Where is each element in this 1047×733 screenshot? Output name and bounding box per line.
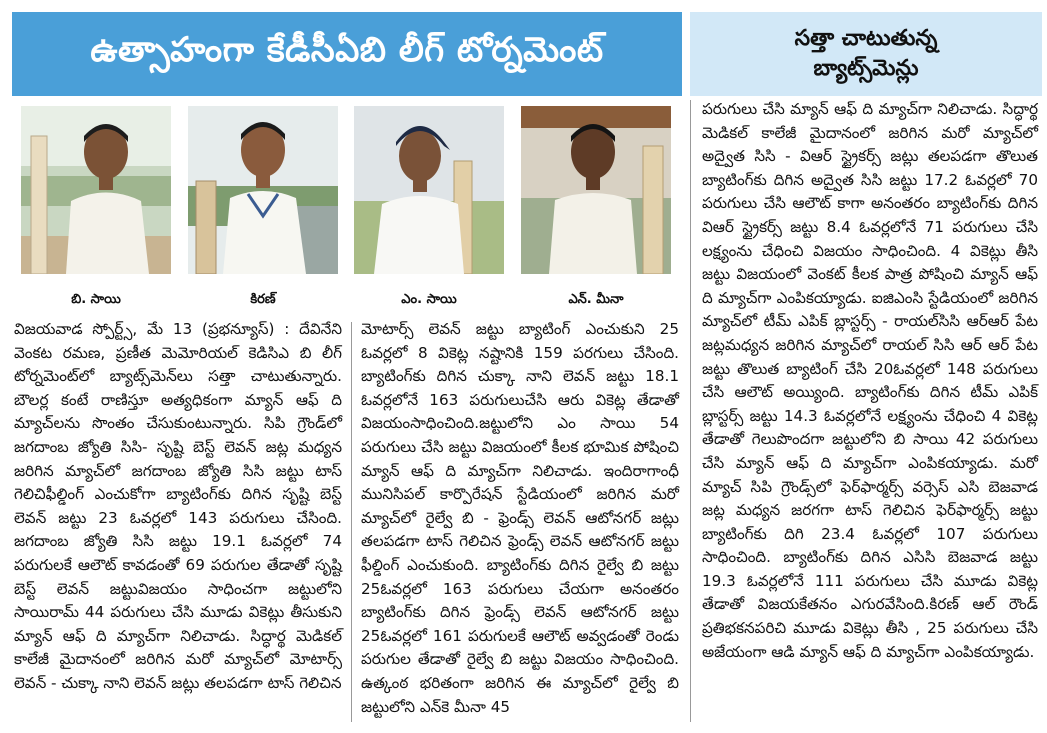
caption-m-sai: ఎం. సాయి <box>401 292 457 307</box>
headline: ఉత్సాహంగా కేడీసీఏబి లీగ్ టోర్నమెంట్ <box>90 30 604 70</box>
player-photo-m-sai <box>354 106 504 274</box>
caption-kiran: కిరణ్ <box>250 292 276 307</box>
article-column-3: పరుగులు చేసి మ్యాన్ ఆఫ్ ది మ్యాచ్‌గా నిలిచాడు. సిద్ధార్థ మెడికల్ కాలేజీ మైదానంలో జరిగిన మరో మ్యాచ్‌లో అద్వైత సిసి - విఆర్ స్ట్రైకర్స్ జట్లు తలపడగా తొలుత బ్యాటింగ్‌కు దిగిన అద్వైత సిసి జట్టు 17.2 ఓవర్లలో 70 పరుగులు చేసి ఆలౌట్ కాగా అనంతరం బ్యాటింగ్‌కు దిగిన విఆర్ స్ట్రైకర్స్ జట్టు 8.4 ఓవర్లలోనే 71 పరుగులు చేసి లక్ష్యంను చేధించి విజయం సాధించింది. 4 వికెట్లు తీసి జట్టు విజయంలో వెంకట్ కీలక పాత్ర పోషించి మ్యాన్ ఆఫ్ ది మ్యాచ్‌గా ఎంపికయ్యాడు. ఐజిఎంసి స్టేడియంలో జరిగిన మ్యాచ్‌లో టీమ్ ఎపిక్ బ్లాస్టర్స్ - రాయల్‌సిసి ఆర్‌ఆర్ పేట జట్లమధ్యన జరిగిన మ్యాచ్‌లో రాయల్ సిసి ఆర్ ఆర్ పేట జట్టు తొలుత బ్యాటింగ్ చేసి 20ఓవర్లలో 148 పరుగులు చేసి ఆలౌట్ అయ్యింది. బ్యాటింగ్‌కు దిగిన టీమ్ ఎపిక్ బ్లాస్టర్స్ జట్టు 14.3 ఓవర్లలోనే లక్ష్యంను చేధించి 4 వికెట్ల తేడాతో గెలుపొందగా జట్టులోని బి సాయి 42 పరుగులు చేసి మ్యాన్ ఆఫ్ ది మ్యాచ్‌గా ఎంపికయ్యాడు. మరో మ్యాచ్ సిపి గ్రౌండ్స్‌లో ఫెర్‌ఫార్మర్స్ వర్సెస్ ఎసి బెజవాడ జట్ల మధ్యన జరగగా టాస్ గెలిచిన ఫెర్‌ఫార్మర్స్ జట్టు బ్యాటింగ్‌కు దిగి 23.4 ఓవర్లలో 107 పరుగులు సాధించింది. బ్యాటింగ్‌కు దిగిన ఎసిసి బెజవాడ జట్టు 19.3 ఓవర్లలోనే 111 పరుగులు చేసి మూడు వికెట్ల తేడాతో విజయకేతనం ఎగురవేసింది.కిరణ్ ఆల్ రౌండ్ ప్రతిభకనపరిచి మూడు వికెట్లు తీసి , 25 పరుగులు చేసి అజేయంగా ఆడి మ్యాన్ ఆఫ్ ది మ్యాచ్‌గా ఎంపికయ్యాడు. <box>702 100 1038 661</box>
sidebar-heading-line2: బ్యాట్స్‌మెన్లు <box>813 56 919 81</box>
sidebar-heading-box <box>690 12 1042 96</box>
headline-banner <box>12 12 682 96</box>
caption-n-meena: ఎన్. మీనా <box>568 292 624 307</box>
player-photo-b-sai <box>21 106 171 274</box>
player-photo-kiran <box>188 106 338 274</box>
article-column-2: మోటార్స్ లెవన్ జట్టు బ్యాటింగ్ ఎంచుకుని 25 ఓవర్లలో 8 వికెట్ల నష్టానికి 159 పరగులు చేసింది. బ్యాటింగ్‌కు దిగిన చుక్కా నాని లెవన్ జట్టు 18.1 ఓవర్లలోనే 163 పరుగులుచేసి ఆరు వికెట్ల తేడాతో విజయంసాధించింది.జట్టులోని ఎం సాయి 54 పరుగులు చేసి జట్టు విజయంలో కీలక భూమిక పోషించి మ్యాన్ ఆఫ్ ది మ్యాచ్‌గా నిలిచాడు. ఇందిరాగాంధీ మునిసిపల్ కార్పొరేషన్ స్టేడియంలో జరిగిన మరో మ్యాచ్‌లో రైల్వే బి - ఫ్రెండ్స్ లెవన్ ఆటోనగర్ జట్లు తలపడగా టాస్ గెలిచిన ఫ్రెండ్స్ లెవన్ ఆటోనగర్ జట్టు ఫీల్డింగ్ ఎంచుకుంది. బ్యాటింగ్‌కు దిగిన రైల్వే బి జట్టు 25ఓవర్లలో 163 పరుగులు చేయగా అనంతరం బ్యాటింగ్‌కు దిగిన ఫ్రెండ్స్ లెవన్ ఆటోనగర్ జట్టు 25ఓవర్లలో 161 పరుగులకే ఆలౌట్ అవ్వడంతో రెండు పరుగుల తేడాతో రైల్వే బి జట్టు విజయం సాధించింది. ఉత్కంఠ భరితంగా జరిగిన ఈ మ్యాచ్‌లో రైల్వే బి జట్టులోని ఎన్‌కె మీనా 45 <box>361 320 679 716</box>
column-divider <box>351 322 352 722</box>
article-column-1: విజయవాడ స్పోర్ట్స్, మే 13 (ప్రభన్యూస్) : దేవినేని వెంకట రమణ, ప్రణీత మెమోరియల్ కెడిసిఎ బి లీగ్ టోర్నమెంట్‌లో బ్యాట్స్‌మెన్‌లు సత్తా చాటుతున్నారు. బౌలర్ల కంటే రాణిస్తూ అత్యధికంగా మ్యాన్ ఆఫ్ ది మ్యాచ్‌లను సొంతం చేసుకుంటున్నారు. సిపి గ్రౌండ్‌లో జగదాంబ జ్యోతి సిసి- సృష్టి బెస్ట్ లెవన్ జట్ల మధ్యన జరిగిన మ్యాచ్‌లో జగదాంబ జ్యోతి సిసి జట్టు టాస్ గెలిచిఫీల్డింగ్ ఎంచుకోగా బ్యాటింగ్‌కు దిగిన సృష్టి బెస్ట్ లెవన్ జట్టు 23 ఓవర్లలో 143 పరుగులు చేసింది. జగదాంబ జ్యోతి సిసి జట్టు 19.1 ఓవర్లలో 74 పరుగులకే ఆలౌట్ కావడంతో 69 పరుగుల తేడాతో సృష్టి బెస్ట్ లెవన్ జట్టువిజయం సాధించగా జట్టులోని సాయిరామ్ 44 పరుగులు చేసి మూడు వికెట్లు తీసుకుని మ్యాన్ ఆఫ్ ది మ్యాచ్‌గా నిలిచాడు. సిద్ధార్థ మెడికల్ కాలేజీ మైదానంలో జరిగిన మరో మ్యాచ్‌లో మోటార్స్ లెవన్ - చుక్కా నాని లెవన్ జట్లు తలపడగా టాస్ గెలిచిన <box>14 320 342 692</box>
column-divider <box>690 100 691 722</box>
player-photo-n-meena <box>521 106 671 274</box>
sidebar-heading-line1: సత్తా చాటుతున్న <box>794 26 938 51</box>
caption-b-sai: బి. సాయి <box>71 292 121 307</box>
player-photos <box>12 100 682 315</box>
